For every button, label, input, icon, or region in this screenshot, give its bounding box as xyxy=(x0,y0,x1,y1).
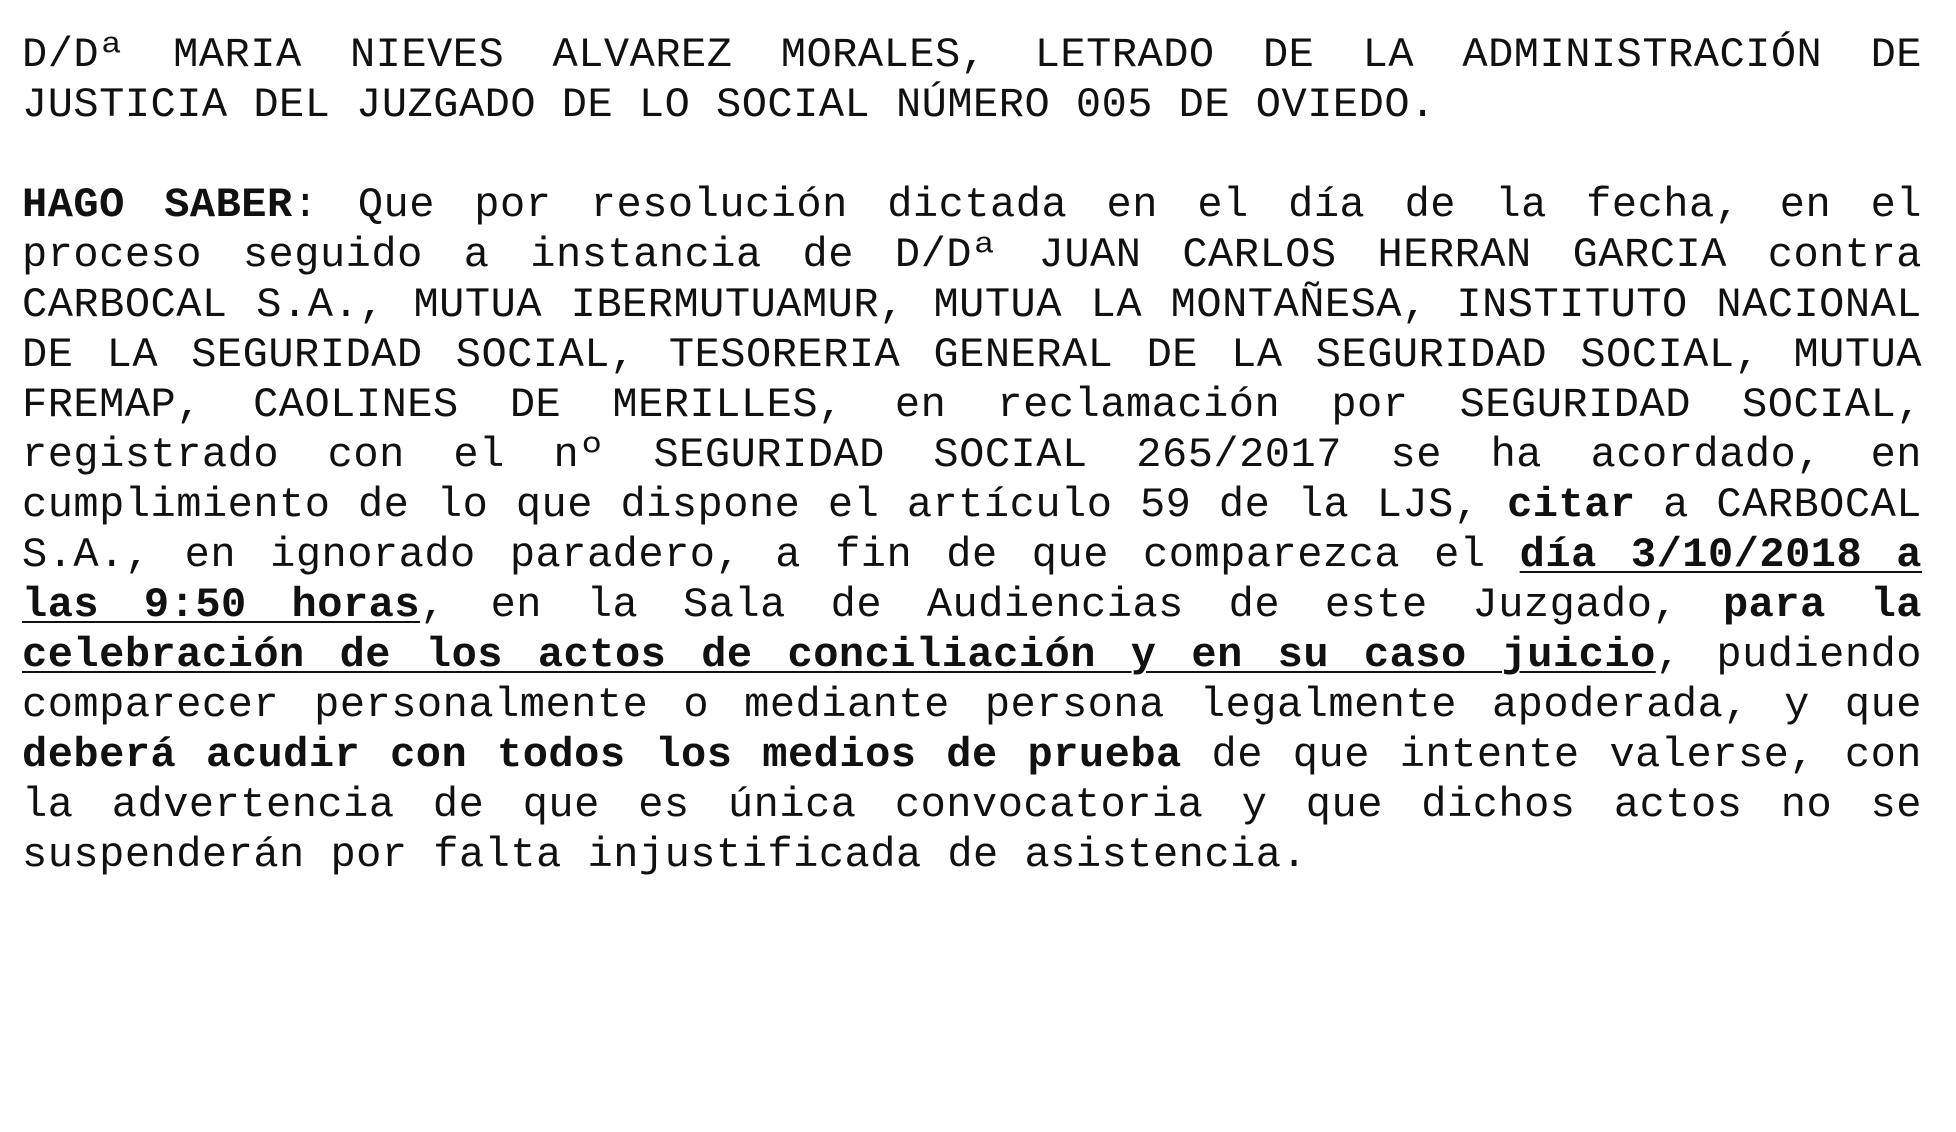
body-paragraph xyxy=(22,180,1922,880)
hago-saber-label: HAGO SABER xyxy=(22,181,293,229)
evidence-requirement: deberá acudir con todos los medios de prueba xyxy=(22,731,1182,779)
intro-colon: : xyxy=(292,181,319,229)
body-text-part3: , en la Sala de Audiencias de este Juzgado, xyxy=(420,581,1723,629)
para-la-phrase: para la xyxy=(1722,581,1922,629)
body-text-part4: , pudiendo comparecer personalmente o mediante persona legalmente apoderada, y que xyxy=(22,631,1922,729)
body-text-part5: de que intente valerse, con la advertencia de que es única convocatoria y que dichos actos no se suspenderán por falta injustificada de asistencia. xyxy=(22,731,1923,879)
hearing-purpose: celebración de los actos de conciliación y en su caso juicio xyxy=(22,631,1656,679)
hearing-date-time: día 3/10/2018 a las 9:50 horas xyxy=(22,531,1923,629)
citar-term: citar xyxy=(1507,481,1636,529)
body-text-part2: a CARBOCAL S.A., en ignorado paradero, a fin de que comparezca el xyxy=(22,481,1922,579)
document-page xyxy=(22,30,1922,880)
body-text-part1: Que por resolución dictada en el día de la fecha, en el proceso seguido a instancia de D/Dª JUAN CARLOS HERRAN GARCIA contra CARBOCAL S.A., MUTUA IBERMUTUAMUR, MUTUA LA MONTAÑESA, INSTITUTO NACIONAL DE LA SEGURIDAD SOCIAL, TESORERIA GENERAL DE LA SEGURIDAD SOCIAL, MUTUA FREMAP, CAOLINES DE MERILLES, en reclamación por SEGURIDAD SOCIAL, registrado con el nº SEGURIDAD SOCIAL 265/2017 se ha acordado, en cumplimiento de lo que dispone el artículo 59 de la LJS, xyxy=(22,181,1922,529)
header-text: D/Dª MARIA NIEVES ALVAREZ MORALES, LETRADO DE LA ADMINISTRACIÓN DE JUSTICIA DEL JUZGADO DE LO SOCIAL NÚMERO 005 DE OVIEDO. xyxy=(22,31,1922,129)
header-paragraph xyxy=(22,30,1922,130)
